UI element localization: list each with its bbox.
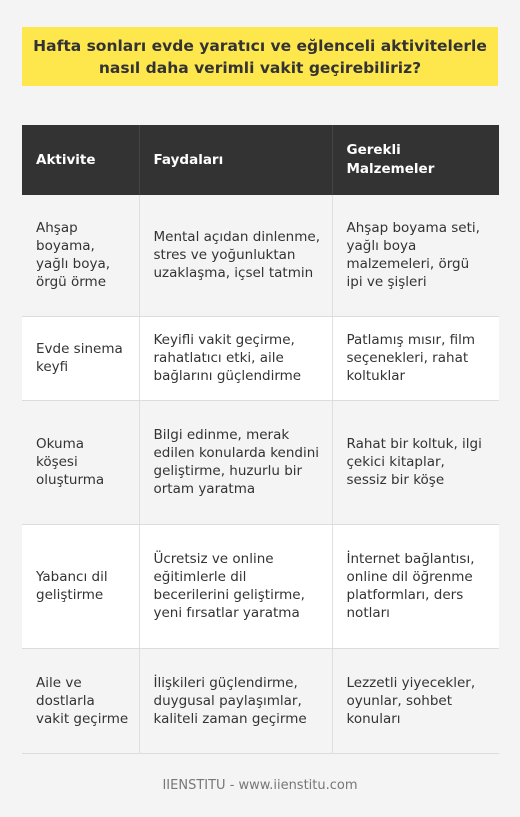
cell-materials: Rahat bir koltuk, ilgi çekici kitaplar, sessiz bir köşe	[332, 400, 499, 524]
cell-activity: Ahşap boyama, yağlı boya, örgü örme	[22, 195, 139, 316]
table-row	[22, 524, 499, 648]
table-row	[22, 195, 499, 316]
activities-table	[22, 125, 499, 754]
cell-materials: Lezzetli yiyecekler, oyunlar, sohbet konuları	[332, 648, 499, 753]
footer-credit: IIENSTITU - www.iienstitu.com	[162, 778, 358, 793]
cell-benefits: İlişkileri güçlendirme, duygusal paylaşımlar, kaliteli zaman geçirme	[139, 648, 332, 753]
cell-benefits: Mental açıdan dinlenme, stres ve yoğunluktan uzaklaşma, içsel tatmin	[139, 195, 332, 316]
title-banner	[22, 27, 498, 86]
cell-materials: Ahşap boyama seti, yağlı boya malzemeleri, örgü ipi ve şişleri	[332, 195, 499, 316]
column-header-materials: Gerekli Malzemeler	[332, 125, 499, 195]
column-header-benefits: Faydaları	[139, 125, 332, 195]
cell-materials: Patlamış mısır, film seçenekleri, rahat koltuklar	[332, 316, 499, 400]
page-title: Hafta sonları evde yaratıcı ve eğlenceli aktivitelerle nasıl daha verimli vakit geçirebiliriz?	[33, 36, 487, 77]
table-header-row	[22, 125, 499, 195]
cell-benefits: Keyifli vakit geçirme, rahatlatıcı etki, aile bağlarını güçlendirme	[139, 316, 332, 400]
cell-materials: İnternet bağlantısı, online dil öğrenme platformları, ders notları	[332, 524, 499, 648]
cell-activity: Evde sinema keyfi	[22, 316, 139, 400]
cell-activity: Yabancı dil geliştirme	[22, 524, 139, 648]
cell-benefits: Bilgi edinme, merak edilen konularda kendini geliştirme, huzurlu bir ortam yaratma	[139, 400, 332, 524]
column-header-activity: Aktivite	[22, 125, 139, 195]
cell-activity: Okuma köşesi oluşturma	[22, 400, 139, 524]
table-row	[22, 316, 499, 400]
table-row	[22, 648, 499, 753]
cell-benefits: Ücretsiz ve online eğitimlerle dil becerilerini geliştirme, yeni fırsatlar yaratma	[139, 524, 332, 648]
cell-activity: Aile ve dostlarla vakit geçirme	[22, 648, 139, 753]
table-row	[22, 400, 499, 524]
